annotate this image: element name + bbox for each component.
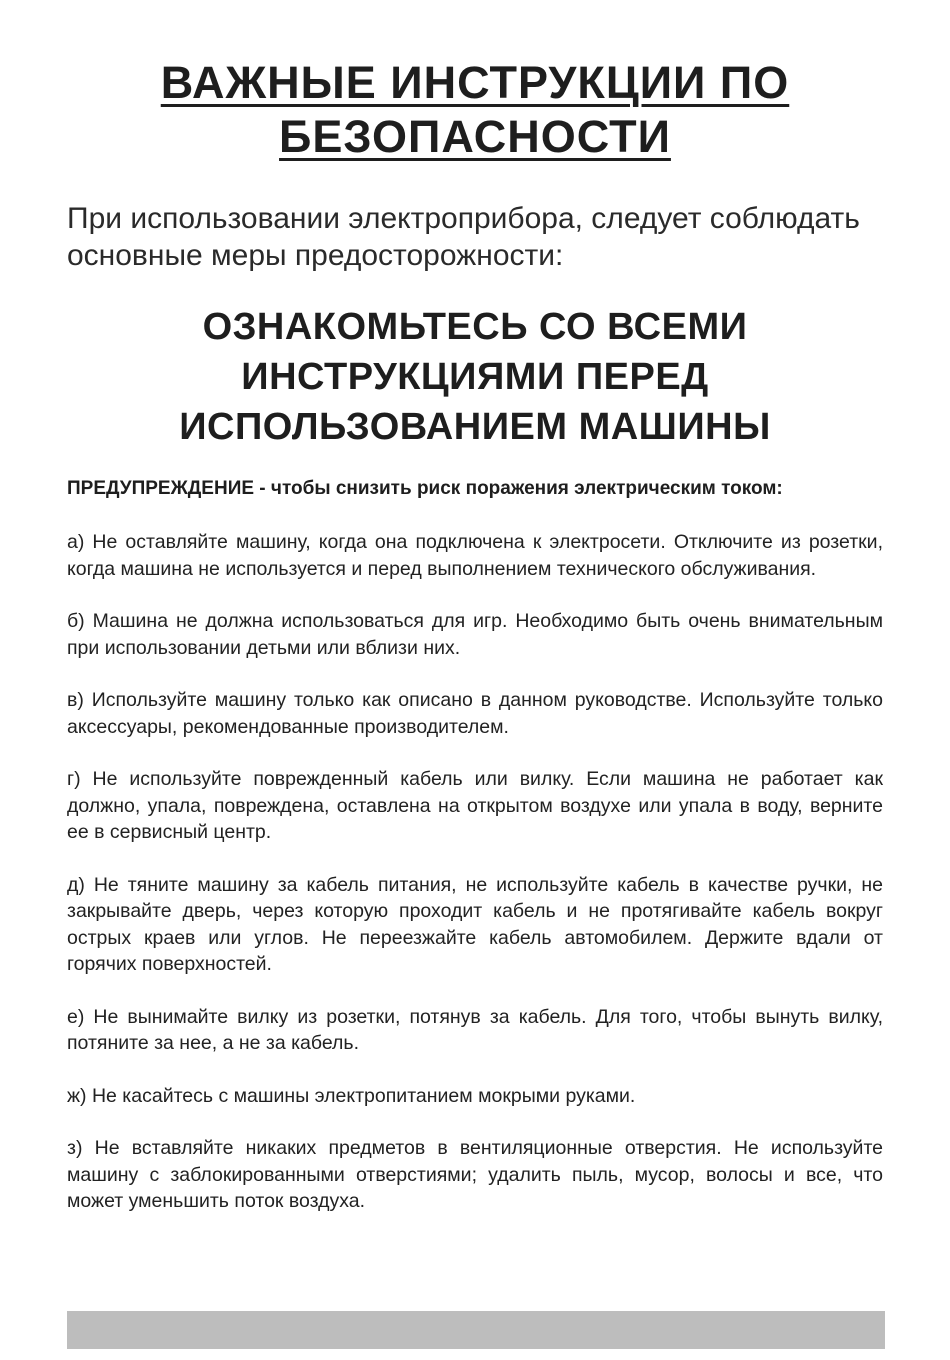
instruction-item-d: д) Не тяните машину за кабель питания, не используйте кабель в качестве ручки, не закрывайте дверь, через которую проходит кабель и не протягивайте кабель вокруг острых краев или углов. Не переезжайте кабель автомобилем. Держите вдали от горячих поверхностей. xyxy=(67,873,883,975)
instruction-item-z: з) Не вставляйте никаких предметов в вентиляционные отверстия. Не используйте машину с заблокированными отверстиями; удалить пыль, мусор, волосы и все, что может уменьшить поток воздуха. xyxy=(67,1137,883,1212)
subtitle-line-3: ИСПОЛЬЗОВАНИЕМ МАШИНЫ xyxy=(179,406,771,448)
intro-text: При использовании электроприбора, следует соблюдать основные меры предосторожности: xyxy=(67,202,860,272)
instruction-item-v: в) Используйте машину только как описано в данном руководстве. Используйте только аксессуары, рекомендованные производителем. xyxy=(67,689,883,738)
footer-bar xyxy=(67,1311,885,1349)
instruction-list xyxy=(67,529,883,1215)
title-line-1: ВАЖНЫЕ ИНСТРУКЦИИ ПО xyxy=(160,57,790,108)
title-line-2: БЕЗОПАСНОСТИ xyxy=(279,111,671,162)
instruction-item-g: г) Не используйте поврежденный кабель или вилку. Если машина не работает как должно, упала, повреждена, оставлена на открытом воздухе или упала в воду, верните ее в сервисный центр. xyxy=(67,768,883,843)
subtitle-line-1: ОЗНАКОМЬТЕСЬ СО ВСЕМИ xyxy=(202,306,748,348)
instruction-item-b: б) Машина не должна использоваться для игр. Необходимо быть очень внимательным при использовании детьми или вблизи них. xyxy=(67,610,883,659)
page-title xyxy=(67,56,883,164)
instruction-item-a: а) Не оставляйте машину, когда она подключена к электросети. Отключите из розетки, когда машина не используется и перед выполнением технического обслуживания. xyxy=(67,531,883,580)
instruction-item-zh: ж) Не касайтесь с машины электропитанием мокрыми руками. xyxy=(67,1084,636,1107)
instruction-item-e: е) Не вынимайте вилку из розетки, потянув за кабель. Для того, чтобы вынуть вилку, потяните за нее, а не за кабель. xyxy=(67,1005,883,1054)
document-page xyxy=(67,0,883,1215)
warning-heading: ПРЕДУПРЕЖДЕНИЕ - чтобы снизить риск поражения электрическим током: xyxy=(67,478,783,499)
subtitle xyxy=(67,302,883,452)
subtitle-line-2: ИНСТРУКЦИЯМИ ПЕРЕД xyxy=(241,356,709,398)
